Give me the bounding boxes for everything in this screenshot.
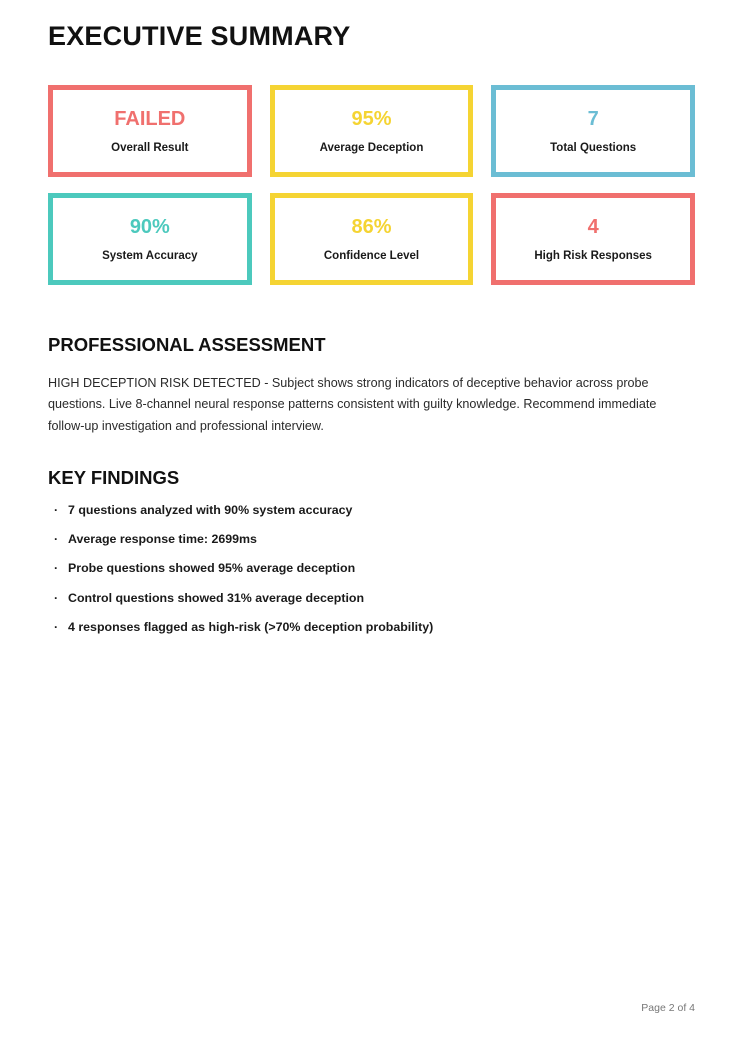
key-findings-heading: KEY FINDINGS (48, 466, 180, 488)
summary-card-label: Average Deception (319, 141, 424, 154)
list-item-text: Probe questions showed 95% average deception (68, 561, 356, 576)
summary-card-average-deception (270, 85, 474, 177)
summary-card-value: FAILED (114, 107, 186, 130)
summary-card-value: 4 (587, 215, 599, 238)
professional-assessment-body: HIGH DECEPTION RISK DETECTED - Subject shows strong indicators of deceptive behavior across probe questions. Live 8-channel neural response patterns consistent with guilty knowledge. Recommend immediate follow-up investigation and professional interview. (48, 375, 657, 433)
summary-card-label: Overall Result (111, 141, 189, 154)
bullet-marker: · (54, 532, 59, 547)
summary-card-value: 86% (351, 215, 392, 238)
summary-card-label: Confidence Level (323, 249, 420, 262)
page-title: EXECUTIVE SUMMARY (48, 21, 351, 51)
page-footer: Page 2 of 4 (641, 1002, 695, 1014)
summary-card-value: 95% (351, 107, 392, 130)
list-item-text: Average response time: 2699ms (68, 532, 257, 547)
summary-card-overall-result (48, 85, 252, 177)
list-item (48, 591, 695, 606)
list-item (48, 561, 695, 576)
summary-card-value: 7 (587, 107, 599, 130)
list-item (48, 532, 695, 547)
bullet-marker: · (54, 502, 59, 517)
summary-card-high-risk-responses (491, 193, 695, 285)
bullet-marker: · (54, 590, 59, 605)
summary-card-total-questions (491, 85, 695, 177)
professional-assessment-heading: PROFESSIONAL ASSESSMENT (48, 334, 326, 356)
summary-card-label: High Risk Responses (534, 249, 652, 262)
summary-card-confidence-level (270, 193, 474, 285)
list-item-text: 7 questions analyzed with 90% system accuracy (68, 502, 353, 517)
bullet-marker: · (54, 561, 59, 576)
summary-card-label: System Accuracy (102, 249, 198, 262)
summary-cards-grid (48, 85, 695, 285)
summary-card-label: Total Questions (550, 141, 637, 154)
key-findings-list (48, 503, 695, 635)
list-item (48, 503, 695, 518)
list-item (48, 620, 695, 635)
list-item-text: Control questions showed 31% average deception (68, 590, 365, 605)
professional-assessment-section (48, 334, 695, 437)
key-findings-section (48, 467, 695, 636)
summary-card-system-accuracy (48, 193, 252, 285)
list-item-text: 4 responses flagged as high-risk (>70% deception probability) (68, 620, 434, 635)
summary-card-value: 90% (129, 215, 170, 238)
bullet-marker: · (54, 620, 59, 635)
